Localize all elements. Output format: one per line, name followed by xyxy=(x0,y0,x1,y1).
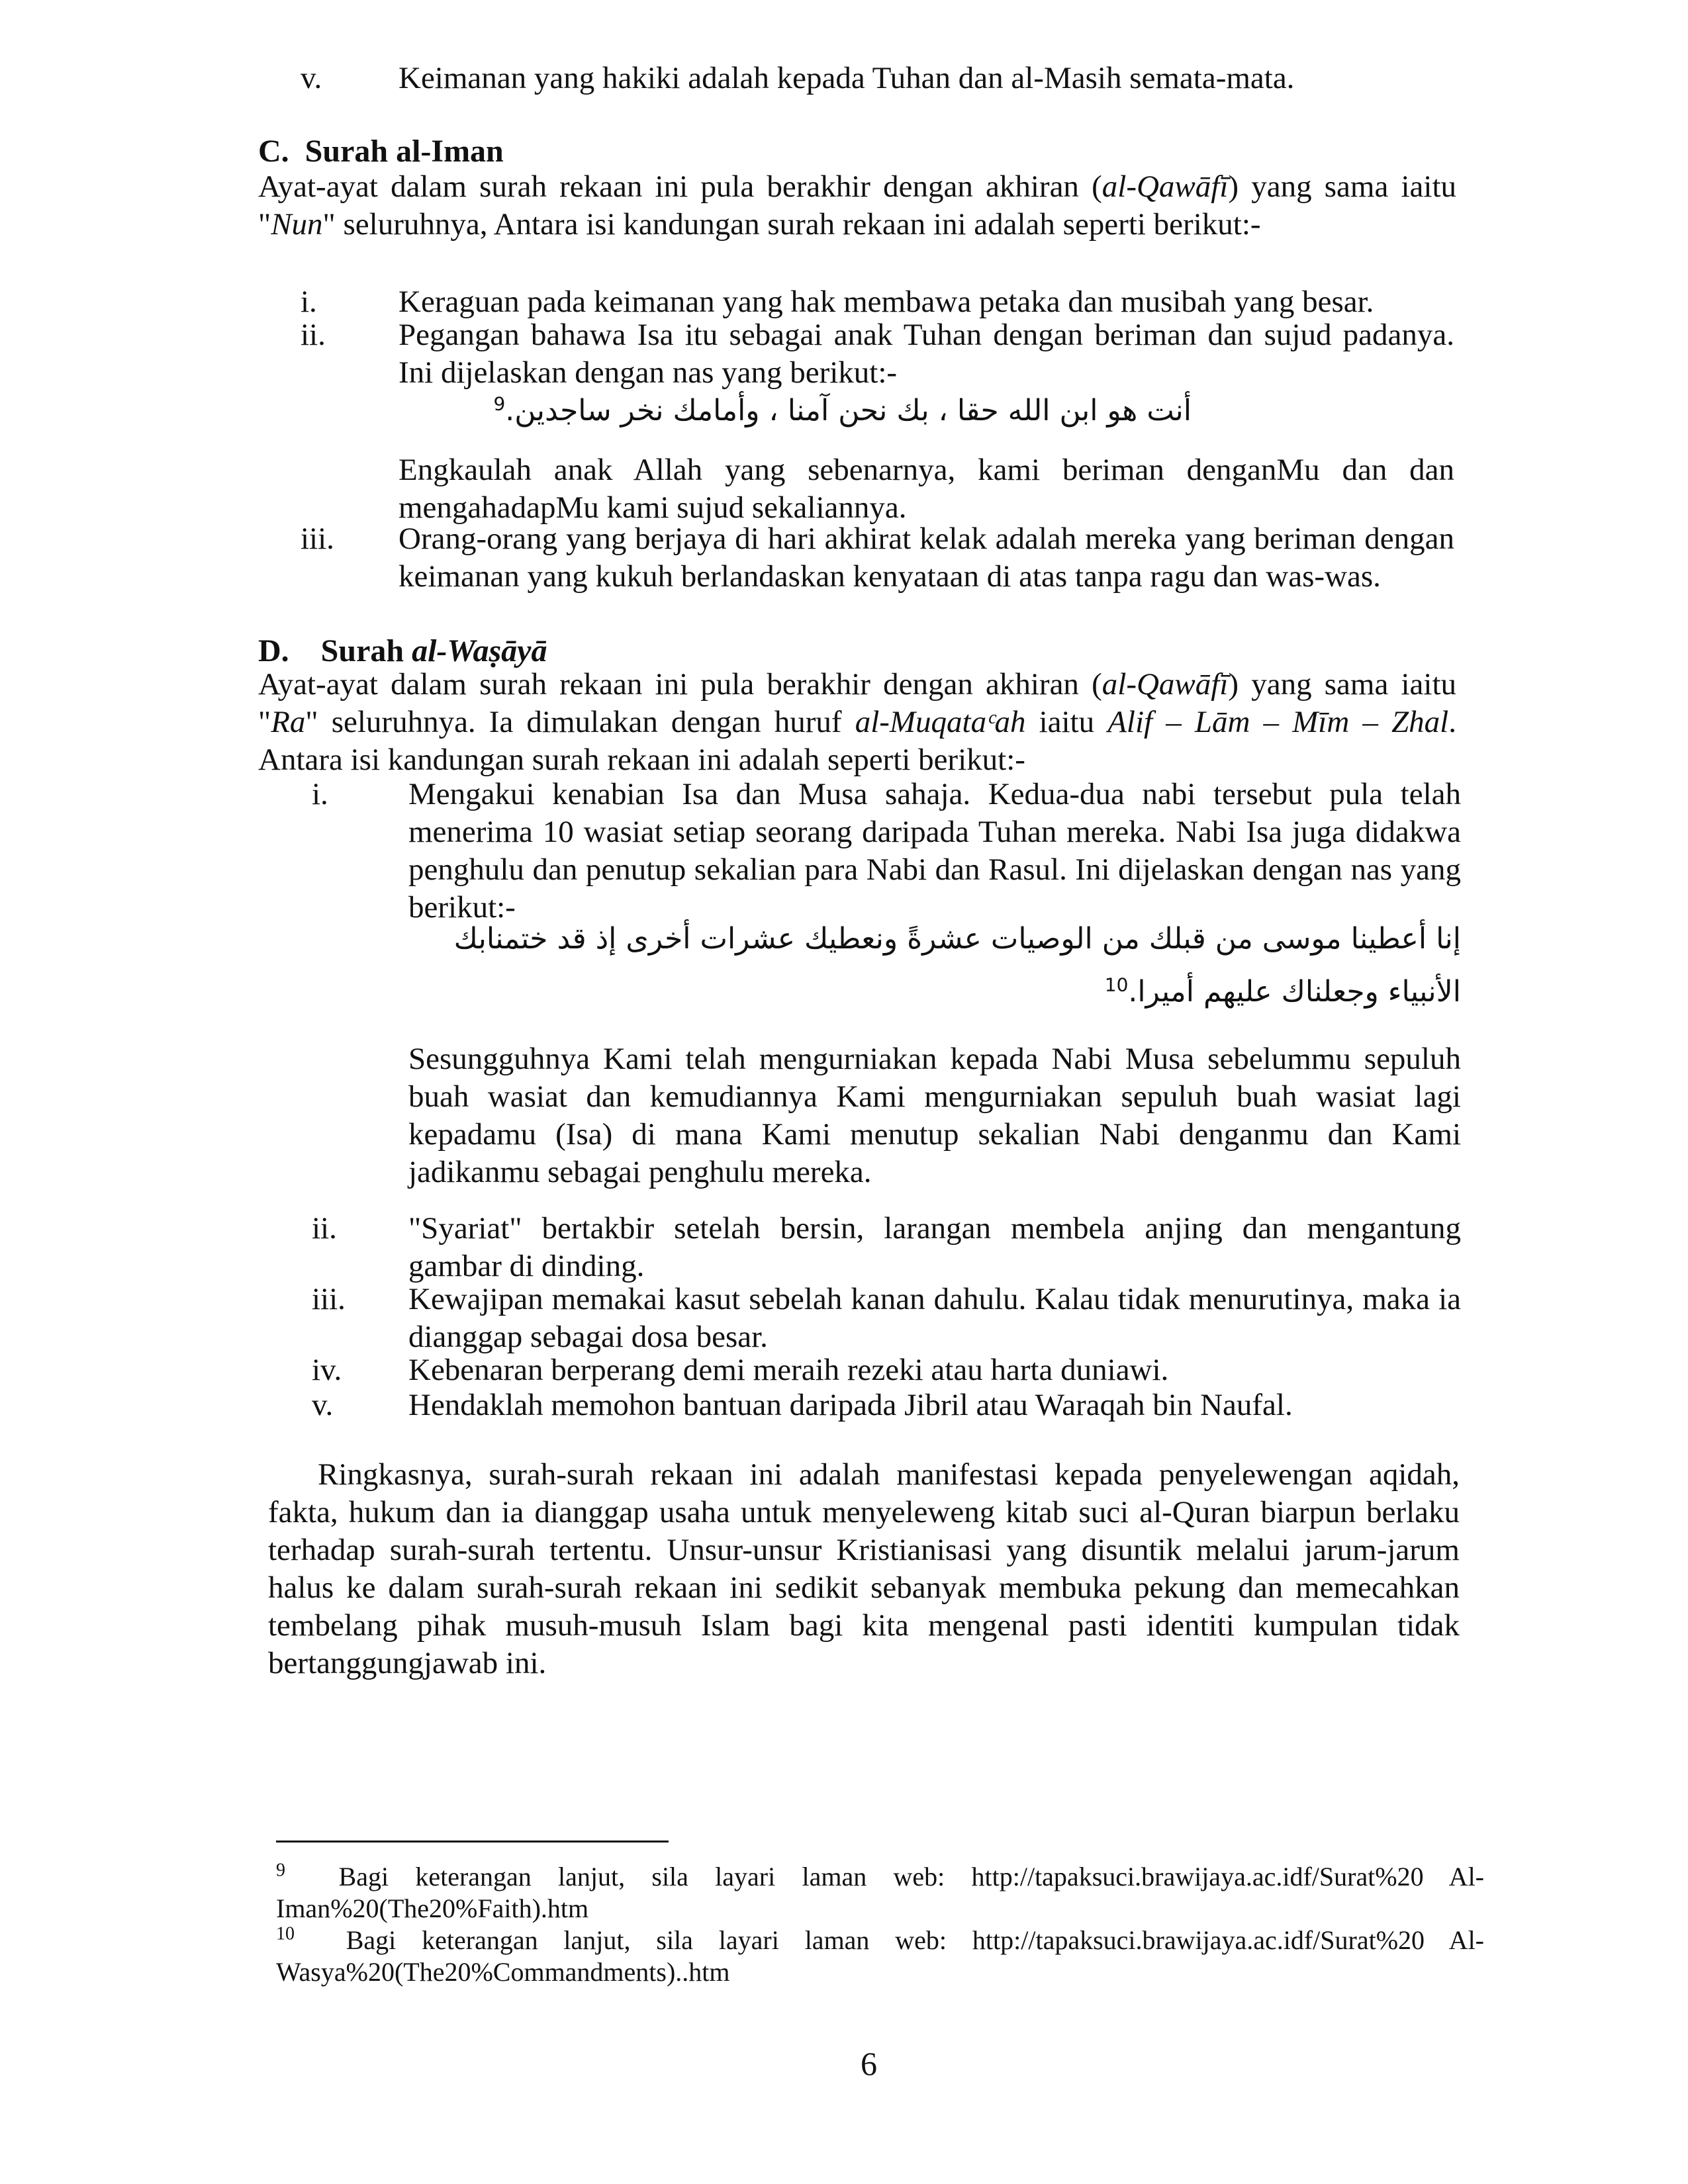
item-text: Hendaklah memohon bantuan daripada Jibril atau Waraqah bin Naufal. xyxy=(408,1388,1293,1422)
page-number: 6 xyxy=(861,2045,877,2082)
text: Alif – Lām – Mīm – Zhal xyxy=(1107,705,1449,739)
item-text: Kewajipan memakai kasut sebelah kanan dahulu. Kalau tidak menurutinya, maka ia dianggap sebagai dosa besar. xyxy=(408,1282,1461,1354)
item-text: Orang-orang yang berjaya di hari akhirat kelak adalah mereka yang beriman dengan keimanan yang kukuh berlandaskan kenyataan di atas tanpa ragu dan was-was. xyxy=(399,522,1454,594)
heading-italic: al-Waṣāyā xyxy=(412,633,547,668)
footnote xyxy=(276,1925,1484,1988)
heading-text: Surah xyxy=(320,633,412,668)
section-c-heading xyxy=(258,132,504,170)
item-label: iii. xyxy=(312,1282,346,1316)
text: al-Qawāfī xyxy=(1102,667,1229,702)
arabic-quote-line-2 xyxy=(408,973,1461,1011)
arabic-quote-line-1: إنا أعطينا موسى من قبلك من الوصيات عشرةً ونعطيك عشرات أخرى إذ قد ختمنابك xyxy=(453,922,1461,956)
footnote xyxy=(276,1861,1484,1925)
footnote-ref: 10 xyxy=(1104,974,1129,996)
footnote-text: Bagi keterangan lanjut, sila layari laman web: http://tapaksuci.brawijaya.ac.idf/Surat%20 Al-Iman%20(The20%Faith).htm xyxy=(276,1862,1484,1923)
text: Ra xyxy=(271,705,306,739)
heading-text: Surah al-Iman xyxy=(305,134,504,169)
arabic-quote xyxy=(463,392,1192,430)
footnote-text: Bagi keterangan lanjut, sila layari laman web: http://tapaksuci.brawijaya.ac.idf/Surat%20 Al-Wasya%20(The20%Commandments)..htm xyxy=(276,1925,1484,1987)
item-label: i. xyxy=(301,285,317,319)
section-c-intro xyxy=(258,168,1456,244)
text: ) yang sama iaitu " xyxy=(258,667,1457,739)
item-label: i. xyxy=(312,777,328,811)
summary-paragraph: Ringkasnya, surah-surah rekaan ini adalah manifestasi kepada penyelewengan aqidah, fakta, hukum dan ia dianggap usaha untuk menyeleweng kitab suci al-Quran biarpun berlaku terhadap surah-surah tertentu. Unsur-unsur Kristianisasi yang disuntik melalui jarum-jarum halus ke dalam surah-surah rekaan ini sedikit sebanyak membuka pekung dan memecahkan tembelang pihak musuh-musuh Islam bagi kita mengenal pasti identiti kumpulan tidak bertanggungjawab ini. xyxy=(268,1457,1460,1680)
item-text: Mengakui kenabian Isa dan Musa sahaja. Kedua-dua nabi tersebut pula telah menerima 10 wasiat setiap seorang daripada Tuhan mereka. Nabi Isa juga didakwa penghulu dan penutup sekalian para Nabi dan Rasul. Ini dijelaskan dengan nas yang berikut:- xyxy=(408,777,1461,925)
arabic-text: أنت هو ابن الله حقا ، بك نحن آمنا ، وأمامك نخر ساجدين. xyxy=(505,394,1192,428)
item-label: v. xyxy=(312,1388,334,1422)
text: " seluruhnya, Antara isi kandungan surah rekaan ini adalah seperti berikut:- xyxy=(322,207,1261,242)
arabic-text: الأنبياء وجعلناك عليهم أميرا. xyxy=(1128,975,1461,1009)
footnote-number: 10 xyxy=(276,1923,295,1944)
item-text: "Syariat" bertakbir setelah bersin, larangan membela anjing dan mengantung gambar di dinding. xyxy=(408,1211,1461,1283)
text: iaitu xyxy=(1025,705,1108,739)
item-label: v. xyxy=(301,61,322,95)
heading-letter: C. xyxy=(258,134,289,169)
translation: Sesungguhnya Kami telah mengurniakan kepada Nabi Musa sebelummu sepuluh buah wasiat dan kemudiannya Kami mengurniakan sepuluh buah wasiat lagi kepadamu (Isa) di mana Kami menutup sekalian Nabi denganmu dan Kami jadikanmu sebagai penghulu mereka. xyxy=(408,1042,1461,1189)
item-label: ii. xyxy=(301,318,326,352)
section-d-heading xyxy=(258,632,547,670)
text: " seluruhnya. Ia dimulakan dengan huruf xyxy=(305,705,855,739)
item-label: iii. xyxy=(301,522,334,556)
text: al-Muqataᶜah xyxy=(855,705,1026,739)
item-text: Pegangan bahawa Isa itu sebagai anak Tuhan dengan beriman dan sujud padanya. Ini dijelaskan dengan nas yang berikut:- xyxy=(399,318,1454,390)
text: Ayat-ayat dalam surah rekaan ini pula berakhir dengan akhiran ( xyxy=(258,169,1102,204)
section-d-intro xyxy=(258,666,1456,779)
text: al-Qawāfī xyxy=(1102,169,1229,204)
item-text: Keimanan yang hakiki adalah kepada Tuhan dan al-Masih semata-mata. xyxy=(399,61,1295,95)
footnote-divider xyxy=(276,1841,669,1843)
footnote-ref: 9 xyxy=(493,392,506,415)
item-label: iv. xyxy=(312,1353,342,1387)
text: Ayat-ayat dalam surah rekaan ini pula berakhir dengan akhiran ( xyxy=(258,667,1102,702)
heading-letter: D. xyxy=(258,633,289,668)
item-text: Keraguan pada keimanan yang hak membawa petaka dan musibah yang besar. xyxy=(399,285,1374,319)
item-text: Kebenaran berperang demi meraih rezeki atau harta duniawi. xyxy=(408,1353,1169,1387)
translation: Engkaulah anak Allah yang sebenarnya, kami beriman denganMu dan dan mengahadapMu kami sujud sekaliannya. xyxy=(399,453,1454,525)
item-label: ii. xyxy=(312,1211,337,1246)
footnote-number: 9 xyxy=(276,1860,285,1881)
text: ) yang sama iaitu " xyxy=(258,169,1457,242)
text: . Antara isi kandungan surah rekaan ini adalah seperti berikut:- xyxy=(258,705,1456,777)
text: Nun xyxy=(271,207,323,242)
